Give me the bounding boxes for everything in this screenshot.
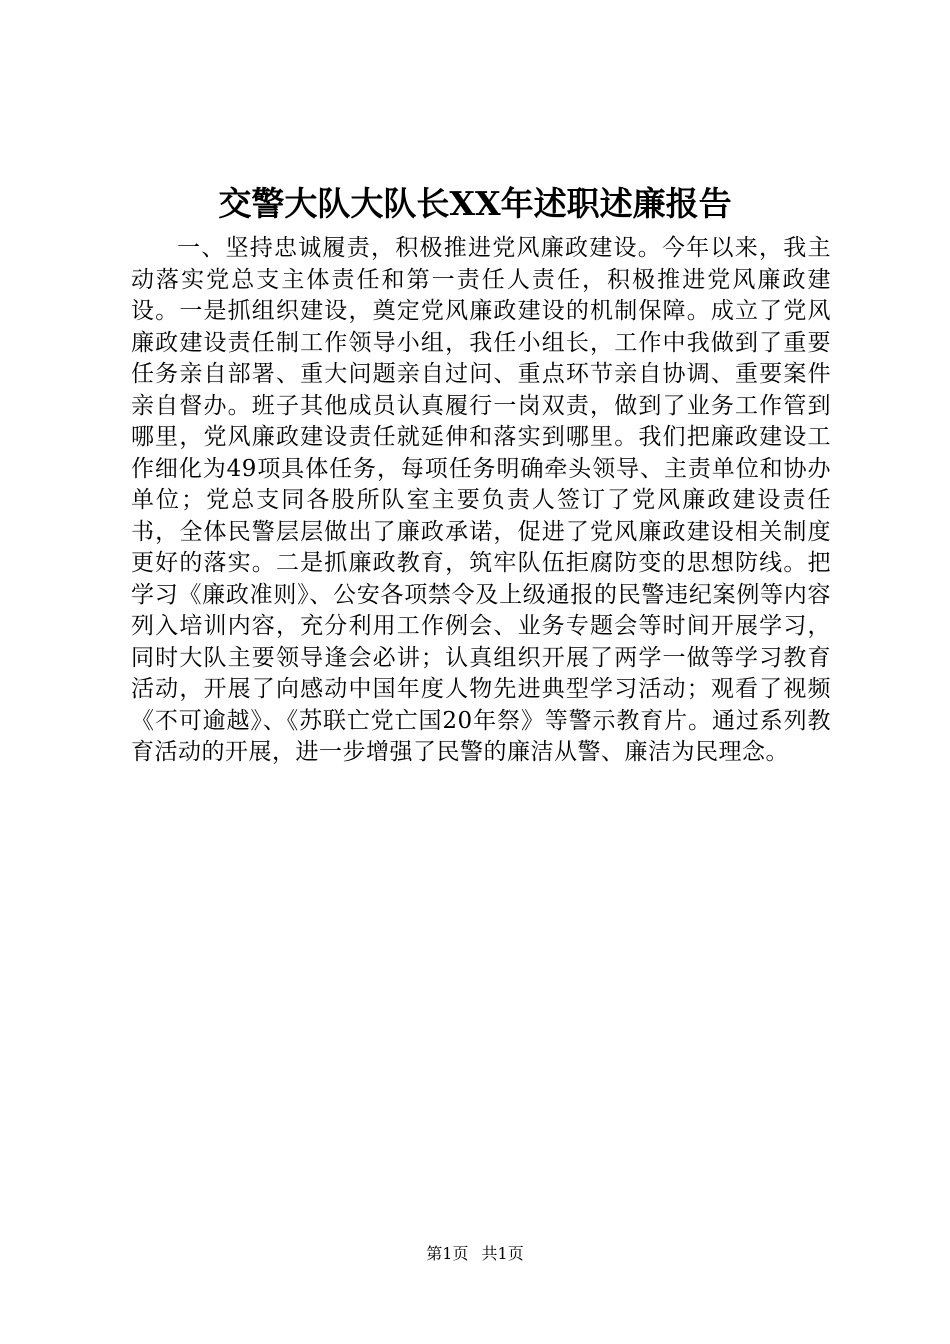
document-title: 交警大队大队长XX年述职述廉报告 <box>218 184 732 223</box>
page-number: 第1页 <box>426 1244 469 1263</box>
page-total: 共1页 <box>481 1244 524 1263</box>
body-paragraph: 一、坚持忠诚履责，积极推进党风廉政建设。今年以来，我主动落实党总支主体责任和第一责任人责任，积极推进党风廉政建设。一是抓组织建设，奠定党风廉政建设的机制保障。成立了党风廉政建设责任制工作领导小组，我任小组长，工作中我做到了重要任务亲自部署、重大问题亲自过问、重点环节亲自协调、重要案件亲自督办。班子其他成员认真履行一岗双责，做到了业务工作管到哪里，党风廉政建设责任就延伸和落实到哪里。我们把廉政建设工作细化为49项具体任务，每项任务明确牵头领导、主责单位和协办单位；党总支同各股所队室主要负责人签订了党风廉政建设责任书，全体民警层层做出了廉政承诺，促进了党风廉政建设相关制度更好的落实。二是抓廉政教育，筑牢队伍拒腐防变的思想防线。把学习《廉政准则》、公安各项禁令及上级通报的民警违纪案例等内容列入培训内容，充分利用工作例会、业务专题会等时间开展学习，同时大队主要领导逢会必讲；认真组织开展了两学一做等学习教育活动，开展了向感动中国年度人物先进典型学习活动；观看了视频《不可逾越》、《苏联亡党亡国20年祭》等警示教育片。通过系列教育活动的开展，进一步增强了民警的廉洁从警、廉洁为民理念。 <box>131 235 831 765</box>
page-footer <box>0 1244 950 1264</box>
